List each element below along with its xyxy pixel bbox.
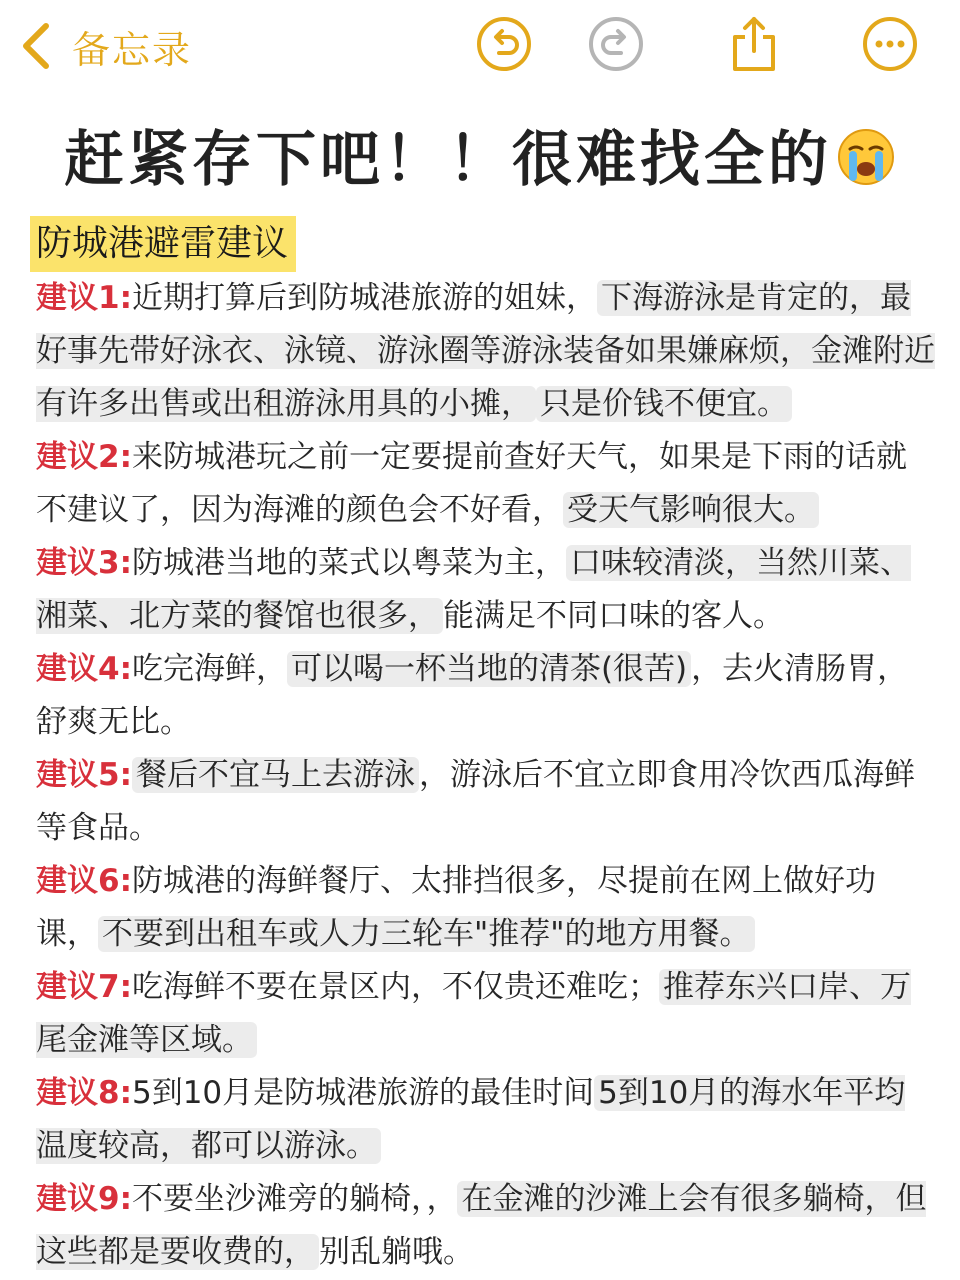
tip-highlight: 可以喝一杯当地的清茶(很苦) bbox=[287, 651, 691, 687]
list-item bbox=[36, 272, 936, 431]
tip-highlight: 5到10月的海水年平均温度较高，都可以游泳。 bbox=[36, 1075, 906, 1164]
tip-highlight: 下海游泳是肯定的，最好事先带好泳衣、泳镜、游泳圈等游泳装备如果嫌麻烦，金滩附近有许多出售或出租游泳用具的小摊， bbox=[36, 280, 935, 422]
more-icon bbox=[861, 15, 919, 73]
tip-text: 吃完海鲜， bbox=[131, 651, 287, 687]
redo-icon bbox=[587, 15, 645, 73]
tip-text: 能满足不同口味的客人。 bbox=[443, 598, 784, 634]
note-title-text: 赶紧存下吧！！很难找全的 bbox=[64, 125, 832, 195]
tip-highlight: 口味较清淡，当然川菜、湘菜、北方菜的餐馆也很多， bbox=[36, 545, 911, 634]
tip-highlight: 在金滩的沙滩上会有很多躺椅，但这些都是要收费的， bbox=[36, 1181, 927, 1270]
list-item bbox=[36, 855, 936, 961]
chevron-left-icon bbox=[18, 22, 56, 70]
undo-button[interactable] bbox=[474, 14, 534, 74]
tip-label: 建议5: bbox=[36, 757, 132, 793]
tip-text: 防城港的海鲜餐厅、太排挡很多，尽提前在网上做好功课， bbox=[36, 863, 876, 952]
tip-highlight: 不要到出租车或人力三轮车"推荐"的地方用餐。 bbox=[98, 916, 755, 952]
tip-text: ，去火清肠胃，舒爽无比。 bbox=[36, 651, 909, 740]
tip-label: 建议8: bbox=[36, 1075, 132, 1111]
tip-highlight: 只是价钱不便宜。 bbox=[536, 386, 792, 422]
list-item bbox=[36, 961, 936, 1067]
tip-text: 5到10月是防城港旅游的最佳时间 bbox=[131, 1075, 595, 1111]
list-item bbox=[36, 537, 936, 643]
list-item bbox=[36, 643, 936, 749]
list-item bbox=[36, 1173, 936, 1279]
tip-label: 建议6: bbox=[36, 863, 132, 899]
back-button[interactable] bbox=[18, 18, 192, 74]
tip-highlight: 餐后不宜马上去游泳 bbox=[132, 757, 419, 793]
navigation-bar bbox=[0, 0, 960, 100]
tip-highlight: 受天气影响很大。 bbox=[563, 492, 819, 528]
tip-label: 建议7: bbox=[36, 969, 132, 1005]
tip-text: 来防城港玩之前一定要提前查好天气， bbox=[131, 439, 659, 475]
note-title bbox=[64, 118, 944, 202]
list-item bbox=[36, 749, 936, 855]
tip-text: 不要坐沙滩旁的躺椅，， bbox=[131, 1181, 458, 1217]
share-icon bbox=[725, 15, 783, 73]
list-item bbox=[36, 1067, 936, 1173]
tip-text: 近期打算后到防城港旅游的姐妹， bbox=[131, 280, 597, 316]
crying-face-icon bbox=[836, 127, 896, 187]
tip-label: 建议2: bbox=[36, 439, 132, 475]
undo-icon bbox=[475, 15, 533, 73]
tip-label: 建议3: bbox=[36, 545, 132, 581]
tip-text: 防城港当地的菜式以粤菜为主， bbox=[131, 545, 566, 581]
share-button[interactable] bbox=[724, 14, 784, 74]
tip-label: 建议1: bbox=[36, 280, 132, 316]
tip-text: 别乱躺哦。 bbox=[319, 1234, 474, 1270]
tips-list bbox=[36, 272, 936, 1279]
tip-text: ，游泳后不宜立即食用冷饮西瓜海鲜等食品。 bbox=[36, 757, 915, 846]
tip-text: 吃海鲜不要在景区内，不仅贵还难吃； bbox=[131, 969, 659, 1005]
redo-button[interactable] bbox=[586, 14, 646, 74]
tip-label: 建议4: bbox=[36, 651, 132, 687]
tip-label: 建议9: bbox=[36, 1181, 132, 1217]
tip-highlight: 推荐东兴口岸、万尾金滩等区域。 bbox=[36, 969, 911, 1058]
section-title: 防城港避雷建议 bbox=[30, 216, 296, 272]
more-button[interactable] bbox=[860, 14, 920, 74]
back-label: 备忘录 bbox=[72, 27, 193, 72]
tip-text: 如果是下雨的话就不建议了，因为海滩的颜色会不好看， bbox=[36, 439, 907, 528]
list-item bbox=[36, 431, 936, 537]
